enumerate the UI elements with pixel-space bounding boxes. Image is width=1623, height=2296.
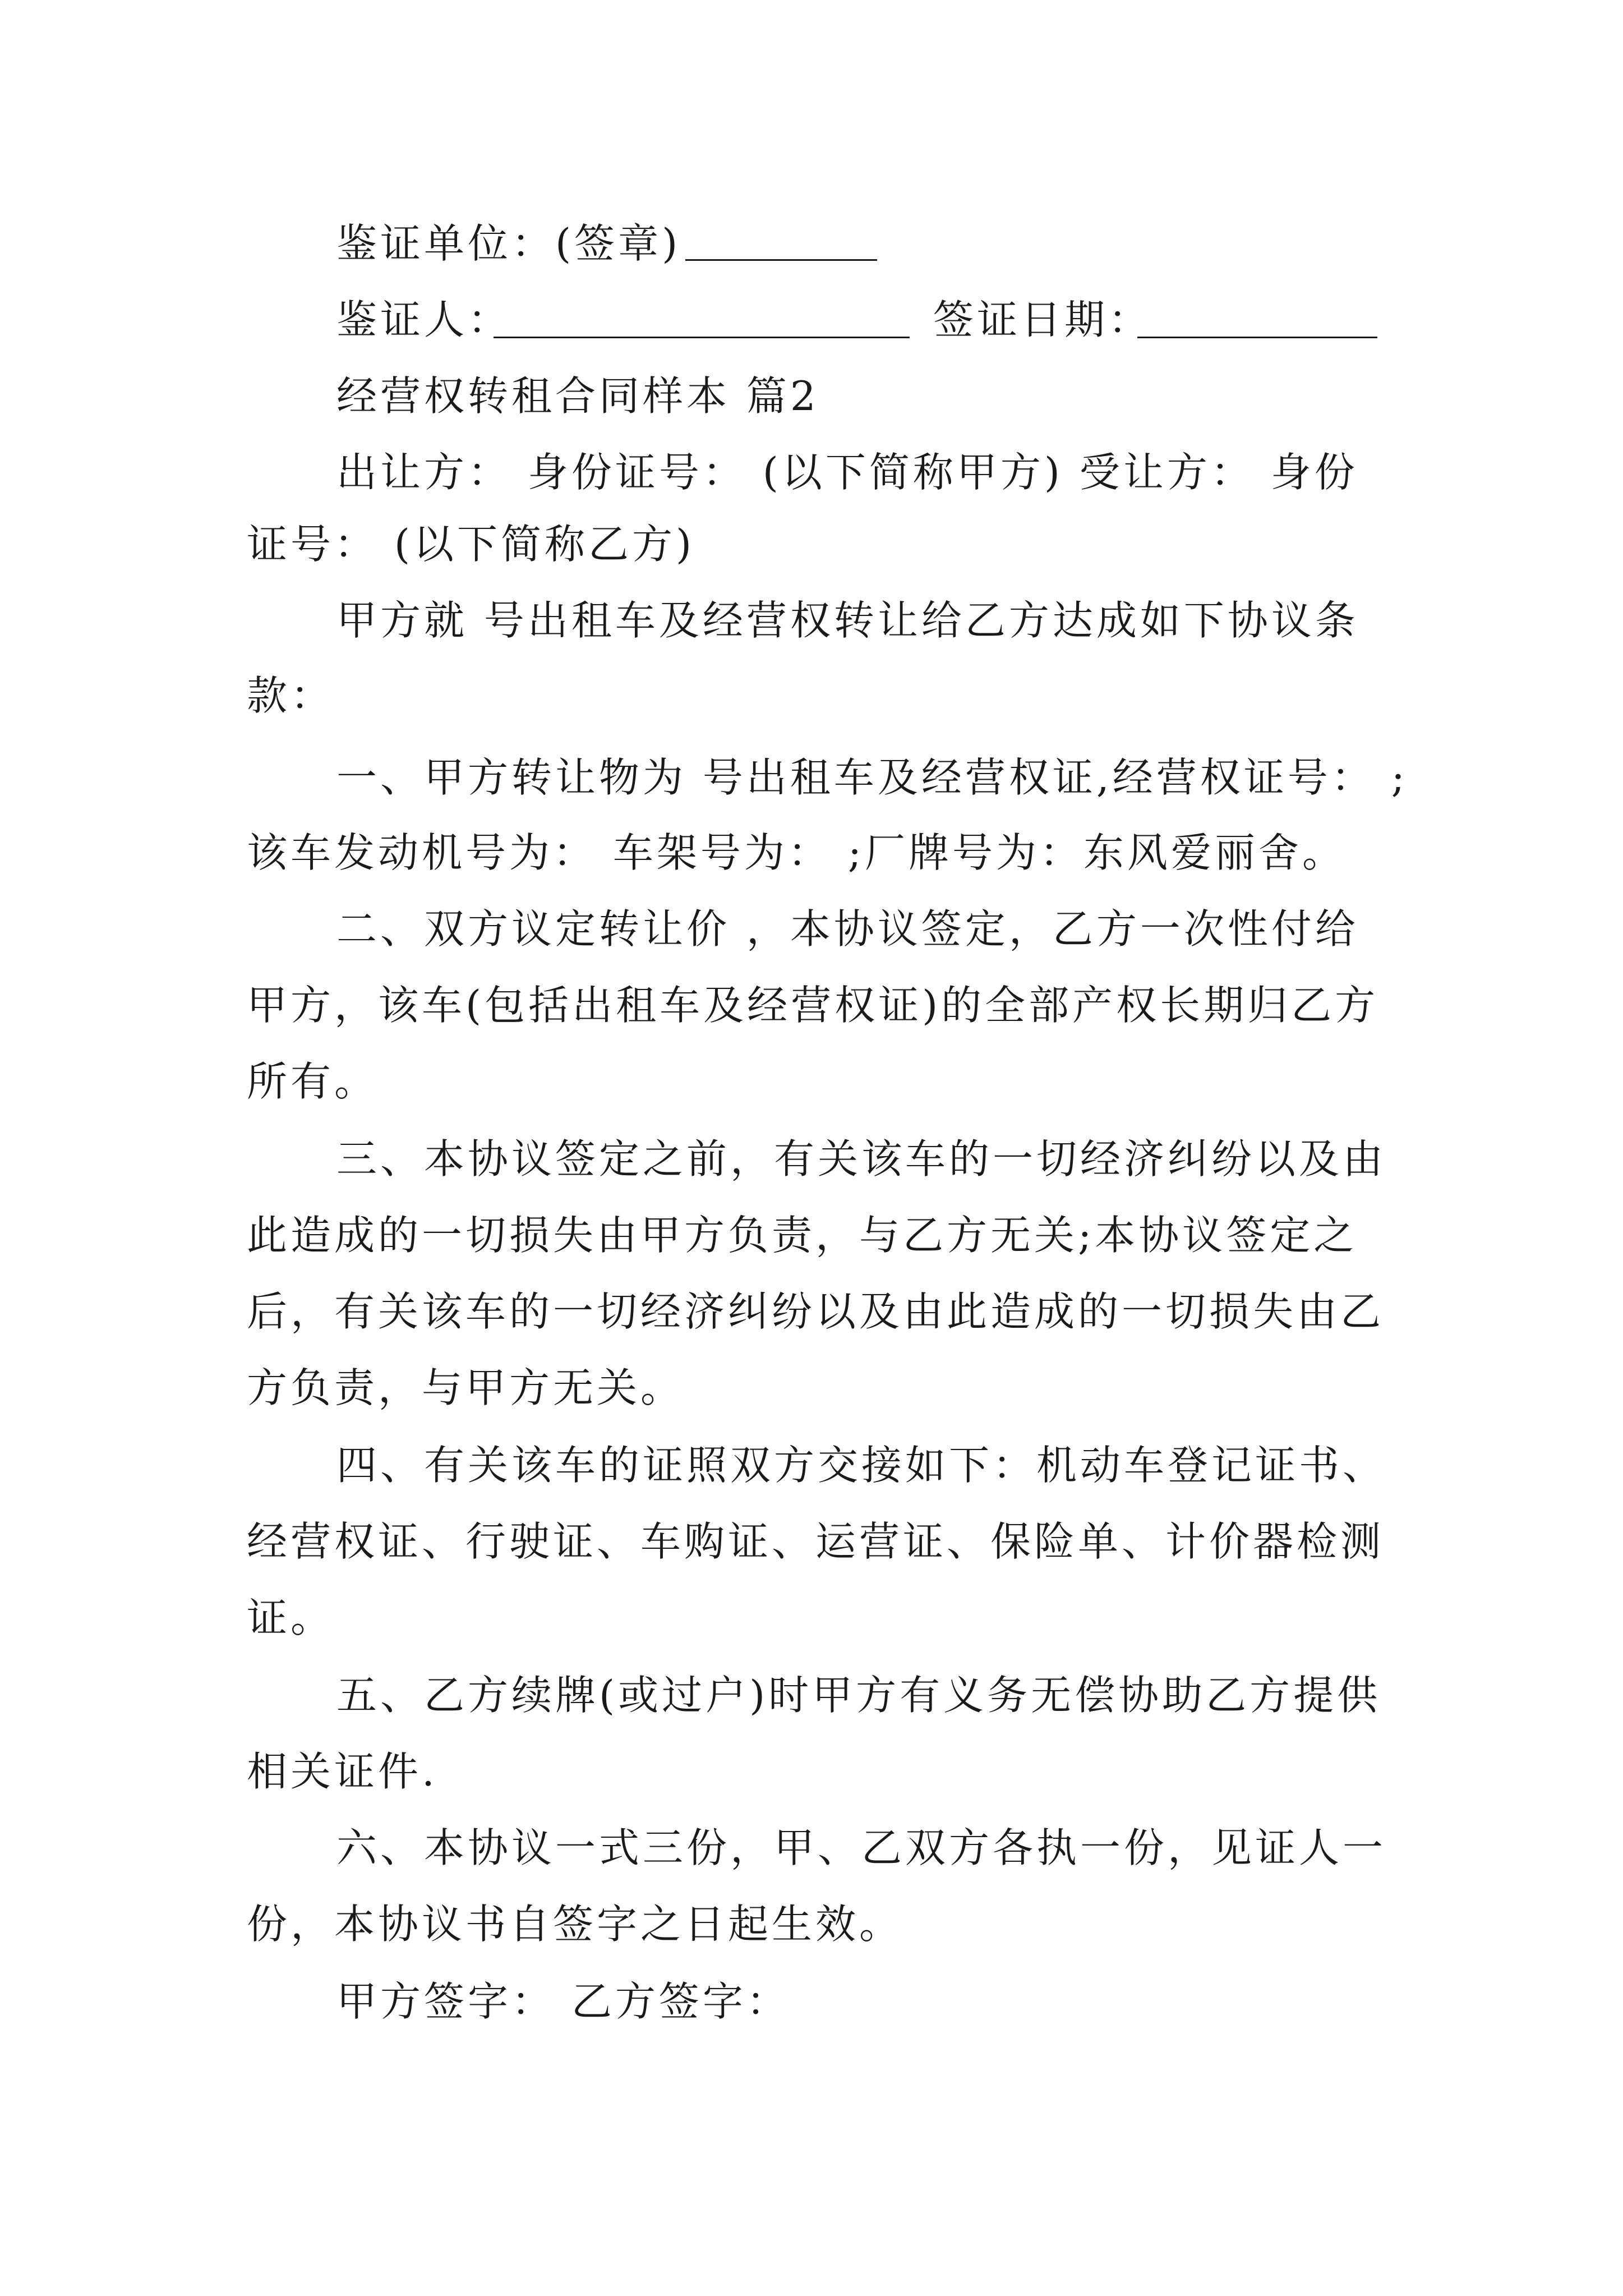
witness-date-label: 签证日期： bbox=[933, 296, 1152, 343]
clause-2-line-3: 所有。 bbox=[247, 1058, 379, 1105]
clause-3-line-4: 方负责，与甲方无关。 bbox=[247, 1364, 685, 1411]
signatures-line: 甲方签字： 乙方签字： bbox=[336, 1978, 790, 2025]
clause-1-line-1: 一、甲方转让物为 号出租车及经营权证,经营权证号： ; bbox=[336, 754, 1408, 801]
clause-5-line-1: 五、乙方续牌(或过户)时甲方有义务无偿协助乙方提供 bbox=[336, 1672, 1381, 1719]
clause-3-line-3: 后，有关该车的一切经济纠纷以及由此造成的一切损失由乙 bbox=[247, 1288, 1385, 1335]
witness-date-blank bbox=[1137, 337, 1377, 338]
clause-4-line-1: 四、有关该车的证照双方交接如下：机动车登记证书、 bbox=[336, 1442, 1387, 1489]
witness-person-blank bbox=[494, 337, 910, 338]
parties-line-2: 证号： (以下简称乙方) bbox=[247, 521, 695, 568]
clause-6-line-1: 六、本协议一式三份，甲、乙双方各执一份，见证人一 bbox=[336, 1824, 1387, 1871]
witness-person-label: 鉴证人： bbox=[336, 296, 512, 343]
intro-line-2: 款： bbox=[247, 672, 335, 719]
clause-3-line-1: 三、本协议签定之前，有关该车的一切经济纠纷以及由 bbox=[336, 1135, 1387, 1182]
clause-4-line-2: 经营权证、行驶证、车购证、运营证、保险单、计价器检测 bbox=[247, 1518, 1385, 1565]
document-title: 经营权转租合同样本 篇2 bbox=[336, 372, 819, 420]
clause-1-line-2: 该车发动机号为： 车架号为： ;厂牌号为：东风爱丽舍。 bbox=[247, 829, 1347, 876]
clause-5-line-2: 相关证件. bbox=[247, 1748, 438, 1795]
parties-line-1: 出让方： 身份证号： (以下简称甲方) 受让方： 身份 bbox=[336, 449, 1358, 496]
clause-4-line-3: 证。 bbox=[247, 1594, 335, 1641]
intro-line-1: 甲方就 号出租车及经营权转让给乙方达成如下协议条 bbox=[336, 597, 1359, 644]
clause-3-line-2: 此造成的一切损失由甲方负责，与乙方无关;本协议签定之 bbox=[247, 1212, 1358, 1259]
witness-unit-blank bbox=[685, 259, 877, 261]
clause-2-line-2: 甲方，该车(包括出租车及经营权证)的全部产权长期归乙方 bbox=[247, 982, 1379, 1029]
clause-2-line-1: 二、双方议定转让价 ，本协议签定，乙方一次性付给 bbox=[336, 905, 1359, 953]
clause-6-line-2: 份，本协议书自签字之日起生效。 bbox=[247, 1901, 903, 1948]
witness-unit-label: 鉴证单位：(签章) bbox=[336, 220, 681, 267]
